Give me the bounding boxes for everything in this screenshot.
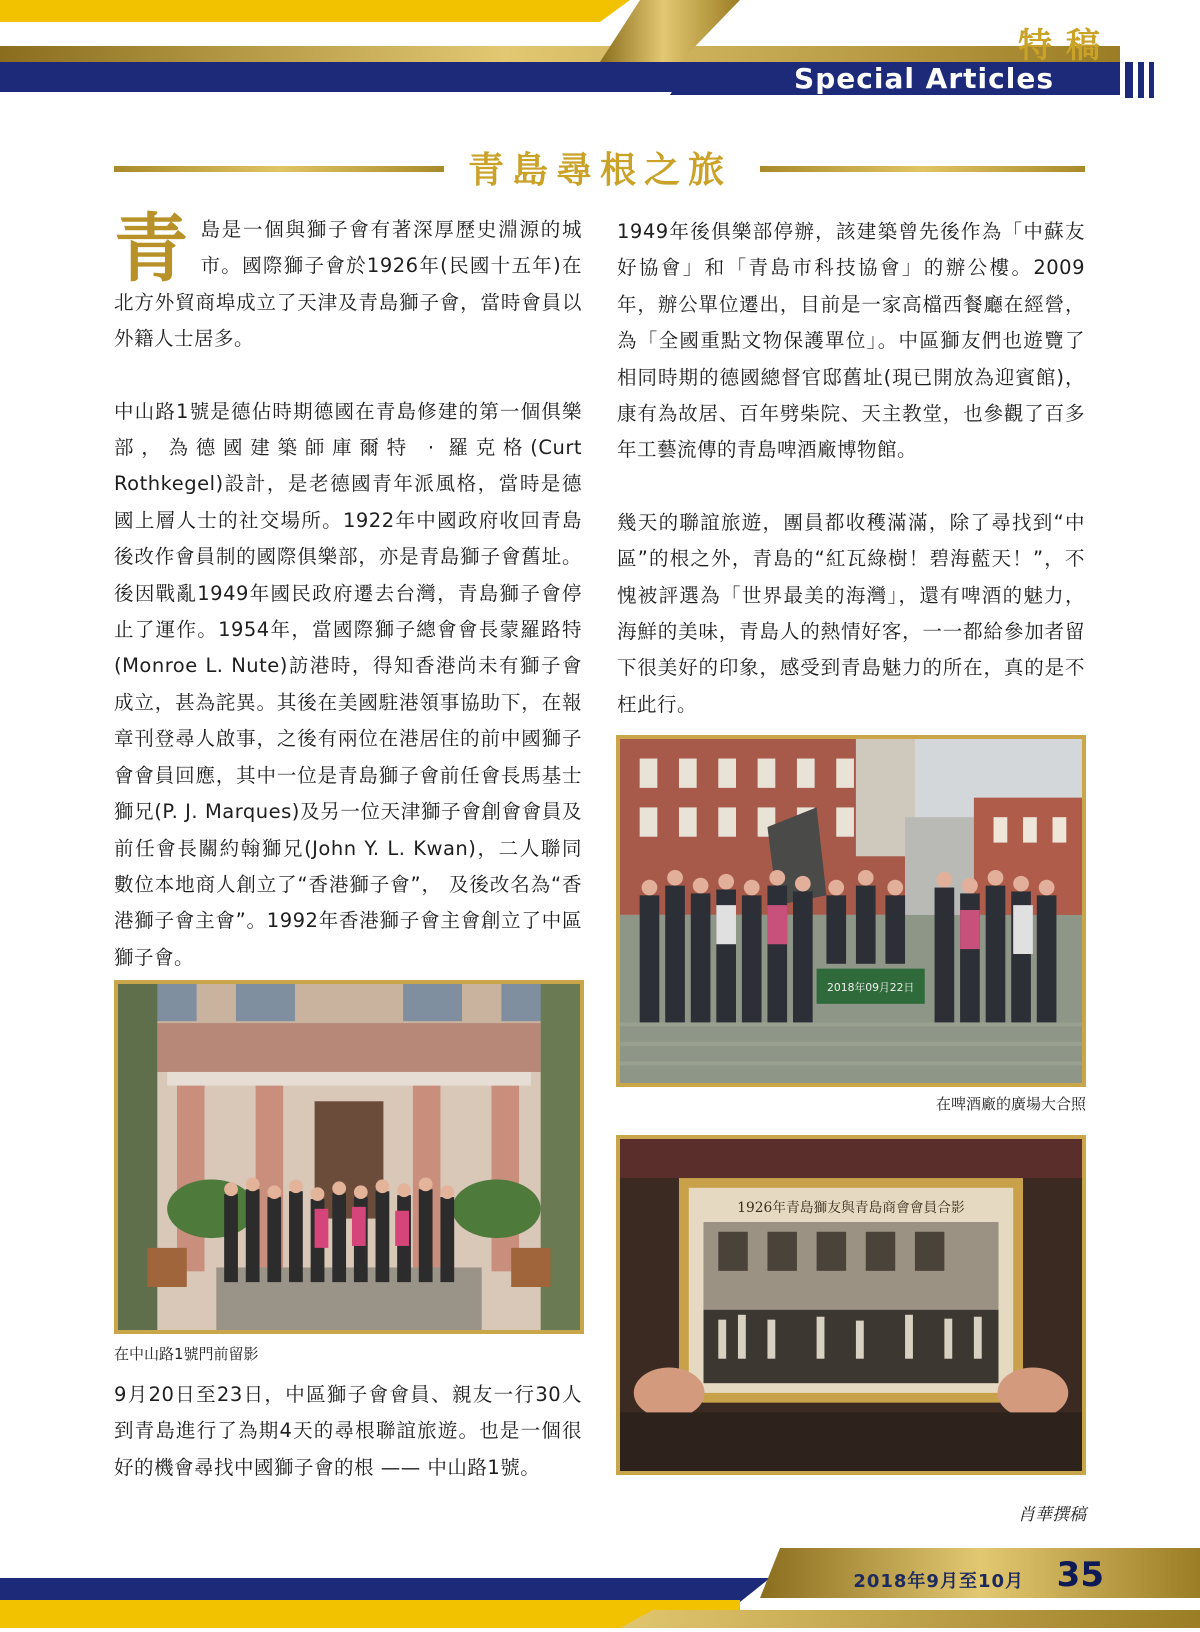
page-number: 35 <box>1056 1555 1104 1595</box>
left-column-text <box>114 206 582 976</box>
drop-cap: 青 <box>114 206 189 292</box>
photo-zhongshan-road-entrance <box>114 980 584 1334</box>
left-column-bottom-text <box>114 1377 582 1486</box>
intro-text: 島是一個與獅子會有著深厚歷史淵源的城市。國際獅子會於1926年(民國十五年)在北方外貿商埠成立了天津及青島獅子會，當時會員以外籍人士居多。 <box>114 218 582 351</box>
section-title-english: Special Articles <box>794 62 1054 95</box>
byline: 肖華撰稿 <box>1018 1505 1086 1525</box>
conclusion-paragraph: 幾天的聯誼旅遊，團員都收穫滿滿，除了尋找到“中區”的根之外，青島的“紅瓦綠樹！碧海藍天！”，不愧被評選為「世界最美的海灣」，還有啤酒的魅力，海鮮的美味，青島人的熱情好客，一一都給參加者留下很美好的印象，感受到青島魅力的所在，真的是不枉此行。 <box>617 510 1085 716</box>
photo-1-illustration <box>118 984 580 1330</box>
photo-2-caption: 在啤酒廠的廣場大合照 <box>935 1095 1086 1113</box>
issue-date: 2018年9月至10月 <box>853 1571 1024 1592</box>
right-column-text <box>617 214 1085 723</box>
club-history-paragraph: 1949年後俱樂部停辦，該建築曾先後作為「中蘇友好協會」和「青島市科技協會」的辦公樓。2009年，辦公單位遷出，目前是一家高檔西餐廳在經營，為「全國重點文物保護單位」。中區獅友們也遊覽了相同時期的德國總督官邸舊址(現已開放為迎賓館)，康有為故居、百年劈柴院、天主教堂，也參觀了百多年工藝流傳的青島啤酒廠博物館。 <box>617 220 1085 462</box>
trip-paragraph: 9月20日至23日，中區獅子會會員、親友一行30人到青島進行了為期4天的尋根聯誼旅遊。也是一個很好的機會尋找中國獅子會的根 —— 中山路1號。 <box>114 1383 582 1479</box>
article-title: 青島尋根之旅 <box>467 150 732 191</box>
photo-brewery-group <box>616 735 1086 1087</box>
photo-2-illustration <box>620 739 1082 1083</box>
page-header <box>0 0 1200 105</box>
photo-framed-historic-picture <box>616 1135 1086 1475</box>
intro-paragraph <box>114 206 582 358</box>
section-title-chinese: 特稿 <box>1018 26 1114 66</box>
history-paragraph: 中山路1號是德佔時期德國在青島修建的第一個俱樂部，為德國建築師庫爾特 · 羅克格(Curt Rothkegel)設計，是老德國青年派風格，當時是德國上層人士的社交場所。1922年中國政府收回青島後改作會員制的國際俱樂部，亦是青島獅子會舊址。後因戰亂1949年國民政府遷去台灣，青島獅子會停止了運作。1954年，當國際獅子總會會長蒙羅路特(Monroe L. Nute)訪港時，得知香港尚未有獅子會成立，甚為詫異。其後在美國駐港領事協助下，在報章刊登尋人啟事，之後有兩位在港居住的前中國獅子會會員回應，其中一位是青島獅子會前任會長馬基士獅兄(P. J. Marques)及另一位天津獅子會創會會員及前任會長關約翰獅兄(John Y. L. Kwan)，二人聯同數位本地商人創立了“香港獅子會”， 及後改名為“香港獅子會主會”。1992年香港獅子會主會創立了中區獅子會。 <box>114 399 582 969</box>
frame-caption-text: 1926年青島獅友與青島商會會員合影 <box>737 1200 965 1217</box>
photo-3-illustration <box>620 1139 1082 1471</box>
photo-2-sign-text: 2018年09月22日 <box>826 981 915 995</box>
photo-1-caption: 在中山路1號門前留影 <box>114 1345 259 1363</box>
